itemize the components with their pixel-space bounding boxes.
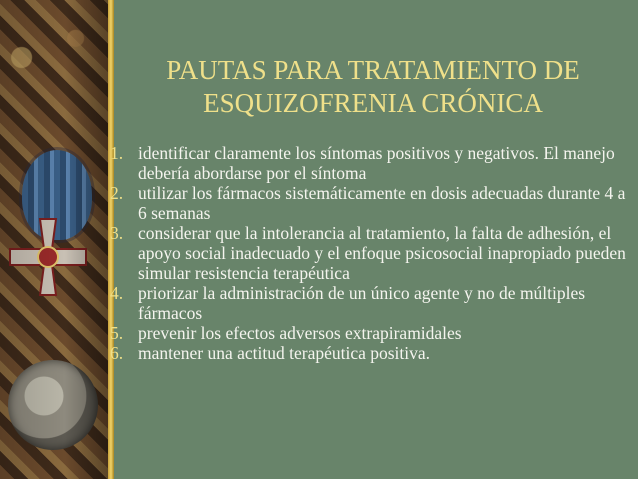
list-item (108, 283, 634, 323)
item-text: prevenir los efectos adversos extrapiramidales (138, 323, 462, 343)
list-item (108, 143, 634, 183)
item-text: priorizar la administración de un único agente y no de múltiples fármacos (138, 283, 586, 323)
slide-title (112, 54, 634, 120)
item-number: 4. (110, 283, 124, 303)
item-number: 3. (110, 223, 124, 243)
item-text: identificar claramente los síntomas positivos y negativos. El manejo debería abordarse por el síntoma (138, 143, 615, 183)
list-item (108, 343, 634, 363)
decorative-medal-image (0, 0, 108, 479)
item-text: mantener una actitud terapéutica positiva. (138, 343, 431, 363)
title-line-2: ESQUIZOFRENIA CRÓNICA (203, 88, 543, 118)
guideline-list (108, 143, 634, 363)
item-number: 5. (110, 323, 124, 343)
item-text: utilizar los fármacos sistemáticamente en dosis adecuadas durante 4 a 6 semanas (138, 183, 626, 223)
item-number: 1. (110, 143, 124, 163)
item-text: considerar que la intolerancia al tratamiento, la falta de adhesión, el apoyo social inadecuado y el enfoque psicosocial inapropiado pueden simular resistencia terapéutica (138, 223, 626, 283)
list-item (108, 323, 634, 343)
item-number: 2. (110, 183, 124, 203)
item-number: 6. (110, 343, 124, 363)
list-item (108, 223, 634, 283)
title-line-1: PAUTAS PARA TRATAMIENTO DE (166, 55, 580, 85)
list-item (108, 183, 634, 223)
